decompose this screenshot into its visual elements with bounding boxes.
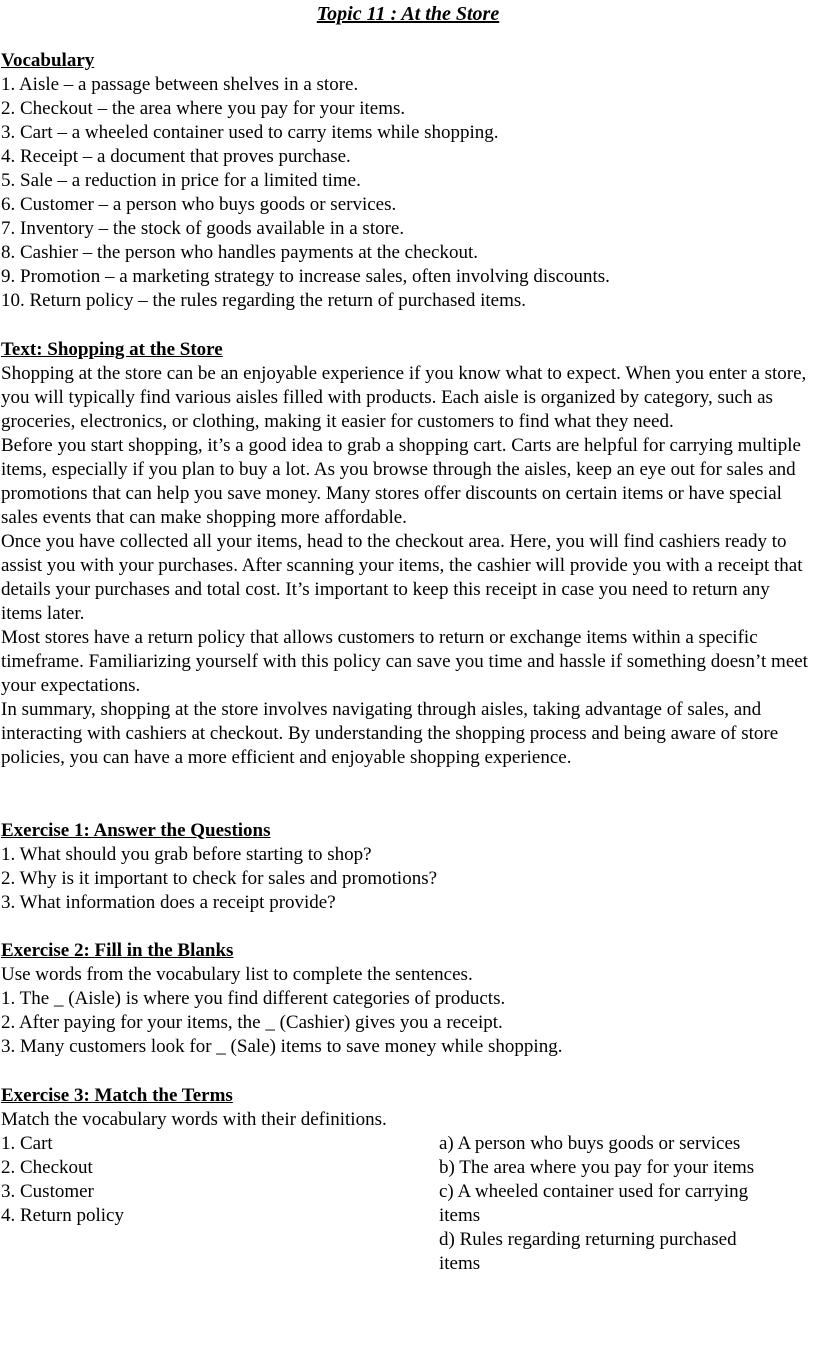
exercise-3-heading: Exercise 3: Match the Terms [1, 1085, 233, 1106]
exercise-1-heading: Exercise 1: Answer the Questions [1, 820, 271, 841]
vocabulary-item: 7. Inventory – the stock of goods available in a store. [1, 218, 405, 239]
vocabulary-item: 1. Aisle – a passage between shelves in a store. [1, 74, 359, 95]
match-terms-column [1, 1132, 401, 1228]
reading-paragraph: Before you start shopping, it’s a good idea to grab a shopping cart. Carts are helpful for carrying multiple items, especially if you plan to buy a lot. As you browse through the aisles, keep an eye out for sales and promotions that can help you save money. Many stores offer discounts on certain items or have special sales events that can make shopping more affordable. [1, 435, 801, 528]
exercise-1-question: 1. What should you grab before starting to shop? [1, 844, 372, 865]
vocabulary-item: 3. Cart – a wheeled container used to carry items while shopping. [1, 122, 499, 143]
reading-text-section [1, 338, 813, 770]
exercise-2-heading: Exercise 2: Fill in the Blanks [1, 940, 234, 961]
reading-paragraph: Most stores have a return policy that allows customers to return or exchange items within a specific timeframe. Familiarizing yourself with this policy can save you time and hassle if something doesn’t meet your expectations. [1, 627, 808, 696]
exercise-1-section [1, 819, 813, 915]
exercise-2-sentence: 2. After paying for your items, the _ (Cashier) gives you a receipt. [1, 1012, 503, 1033]
vocabulary-item: 9. Promotion – a marketing strategy to increase sales, often involving discounts. [1, 266, 610, 287]
match-term: 1. Cart [1, 1133, 53, 1154]
vocabulary-item: 10. Return policy – the rules regarding the return of purchased items. [1, 290, 526, 311]
reading-paragraph: Once you have collected all your items, head to the checkout area. Here, you will find cashiers ready to assist you with your purchases. After scanning your items, the cashier will provide you with a receipt that details your purchases and total cost. It’s important to keep this receipt in case you need to return any items later. [1, 531, 803, 624]
exercise-2-sentence: 3. Many customers look for _ (Sale) items to save money while shopping. [1, 1036, 563, 1057]
reading-text-heading: Text: Shopping at the Store [1, 339, 223, 360]
match-term: 2. Checkout [1, 1157, 93, 1178]
exercise-2-section [1, 939, 813, 1059]
match-term: 4. Return policy [1, 1205, 124, 1226]
exercise-2-instruction: Use words from the vocabulary list to complete the sentences. [1, 964, 473, 985]
match-definition: d) Rules regarding returning purchased items [439, 1229, 737, 1274]
match-definition: a) A person who buys goods or services [439, 1133, 741, 1154]
vocabulary-item: 5. Sale – a reduction in price for a limited time. [1, 170, 361, 191]
reading-paragraph: In summary, shopping at the store involves navigating through aisles, taking advantage of sales, and interacting with cashiers at checkout. By understanding the shopping process and being aware of store policies, you can have a more efficient and enjoyable shopping experience. [1, 699, 779, 768]
vocabulary-item: 6. Customer – a person who buys goods or services. [1, 194, 397, 215]
exercise-1-question: 2. Why is it important to check for sales and promotions? [1, 868, 438, 889]
page-title: Topic 11 : At the Store [316, 3, 500, 25]
exercise-1-question: 3. What information does a receipt provide? [1, 892, 336, 913]
match-definition: c) A wheeled container used for carrying items [439, 1181, 749, 1226]
exercise-3-instruction: Match the vocabulary words with their definitions. [1, 1109, 387, 1130]
vocabulary-heading: Vocabulary [1, 50, 95, 71]
exercise-3-section [1, 1084, 813, 1132]
vocabulary-item: 2. Checkout – the area where you pay for your items. [1, 98, 406, 119]
vocabulary-item: 4. Receipt – a document that proves purchase. [1, 146, 351, 167]
exercise-2-sentence: 1. The _ (Aisle) is where you find different categories of products. [1, 988, 506, 1009]
match-term: 3. Customer [1, 1181, 94, 1202]
reading-paragraph: Shopping at the store can be an enjoyable experience if you know what to expect. When you enter a store, you will typically find various aisles filled with products. Each aisle is organized by category, such as groceries, electronics, or clothing, making it easier for customers to find what they need. [1, 363, 807, 432]
match-definition: b) The area where you pay for your items [439, 1157, 755, 1178]
match-definitions-column [439, 1132, 809, 1276]
vocabulary-section [1, 49, 813, 313]
vocabulary-item: 8. Cashier – the person who handles payments at the checkout. [1, 242, 478, 263]
